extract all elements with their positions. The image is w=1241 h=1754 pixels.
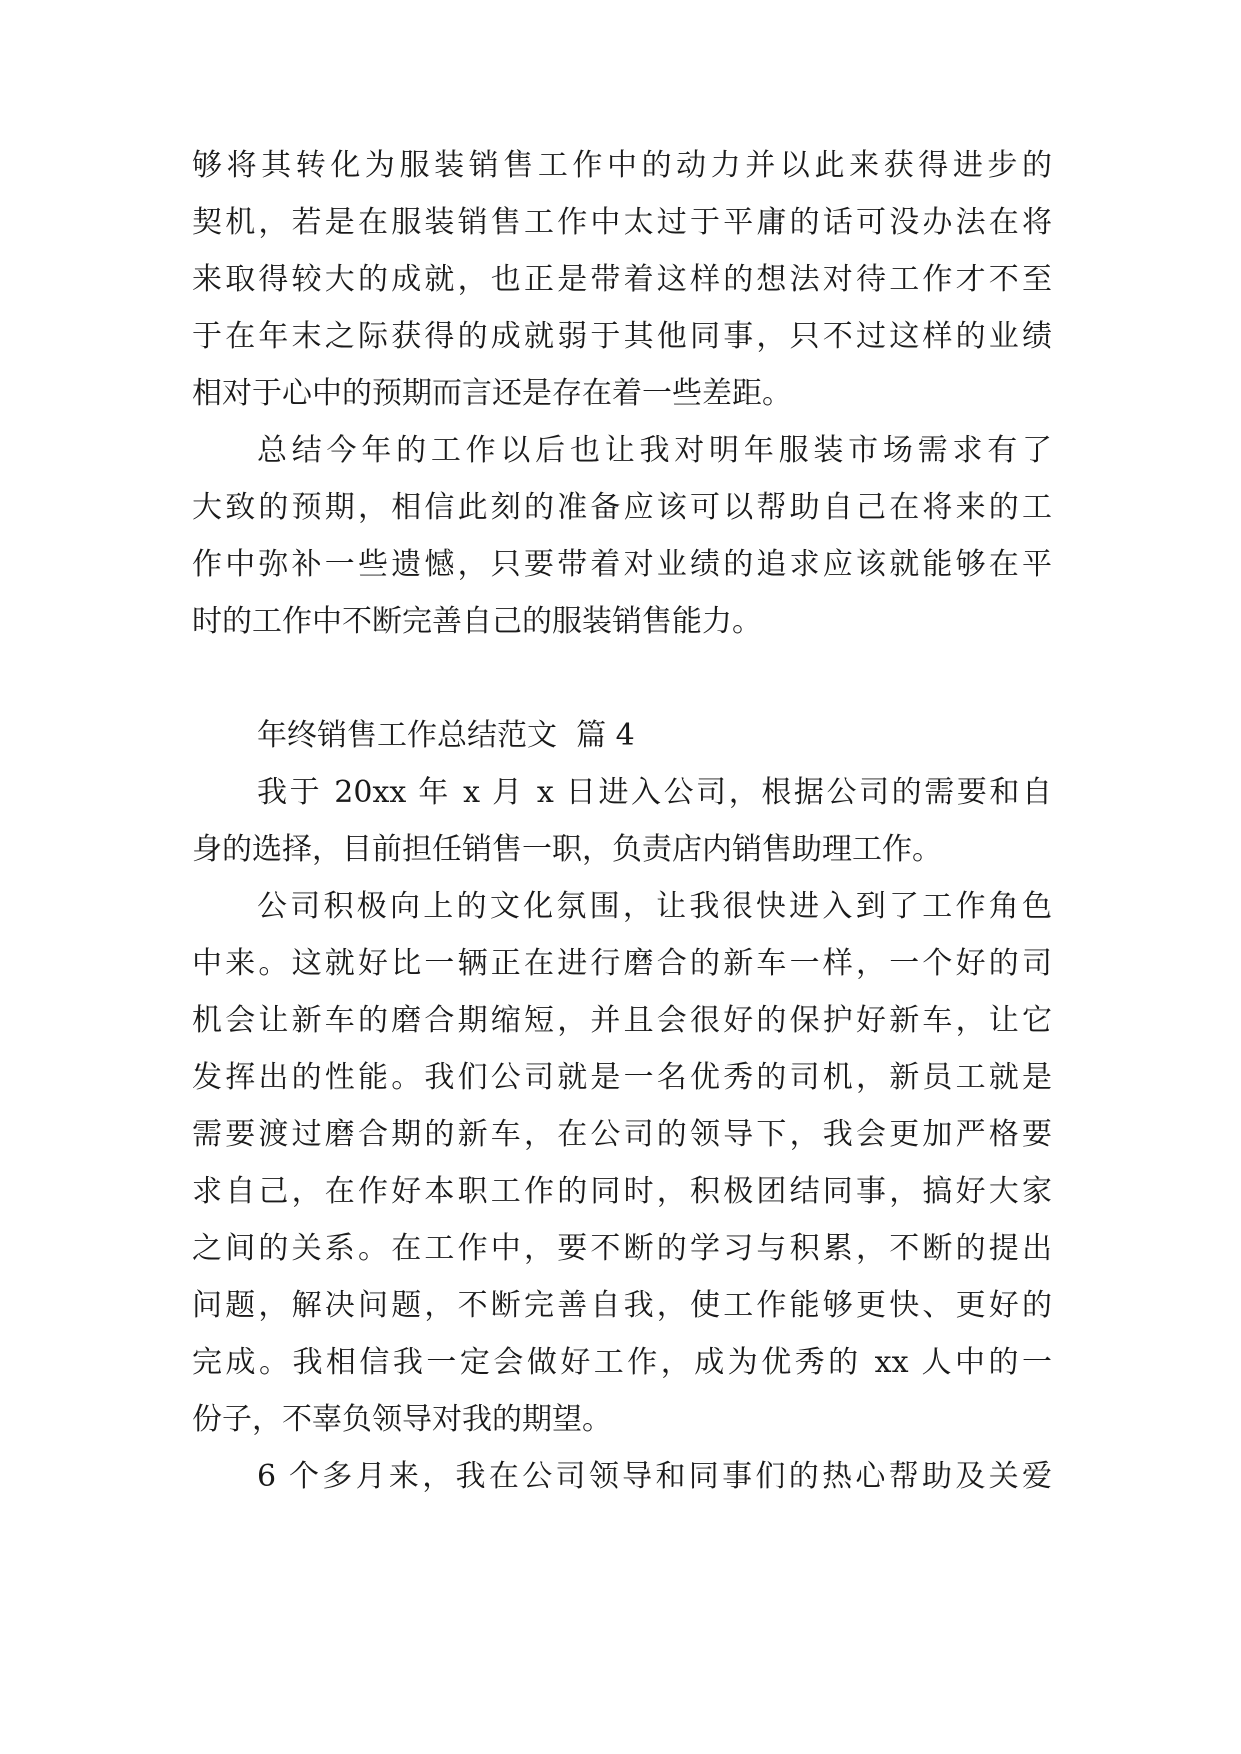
paragraph-line: 需要渡过磨合期的新车，在公司的领导下，我会更加严格要 xyxy=(192,1117,1052,1152)
paragraph-line: 求自己，在作好本职工作的同时，积极团结同事，搞好大家 xyxy=(192,1174,1052,1209)
paragraph-line: 来取得较大的成就，也正是带着这样的想法对待工作才不至 xyxy=(192,262,1052,297)
paragraph-line: 契机，若是在服装销售工作中太过于平庸的话可没办法在将 xyxy=(192,205,1052,240)
paragraph-line: 之间的关系。在工作中，要不断的学习与积累，不断的提出 xyxy=(192,1231,1052,1266)
paragraph-line: 时的工作中不断完善自己的服装销售能力。 xyxy=(192,604,762,639)
paragraph-line: 份子，不辜负领导对我的期望。 xyxy=(192,1402,612,1437)
paragraph-line: 问题，解决问题，不断完善自我，使工作能够更快、更好的 xyxy=(192,1288,1052,1323)
paragraph-line: 作中弥补一些遗憾，只要带着对业绩的追求应该就能够在平 xyxy=(192,547,1052,582)
paragraph-line: 发挥出的性能。我们公司就是一名优秀的司机，新员工就是 xyxy=(192,1060,1052,1095)
paragraph-line: 相对于心中的预期而言还是存在着一些差距。 xyxy=(192,376,792,411)
paragraph-line: 完成。我相信我一定会做好工作，成为优秀的 xx 人中的一 xyxy=(192,1345,1052,1380)
paragraph-line: 总结今年的工作以后也让我对明年服装市场需求有了 xyxy=(257,433,1052,468)
paragraph-line: 大致的预期，相信此刻的准备应该可以帮助自己在将来的工 xyxy=(192,490,1052,525)
paragraph-line: 身的选择，目前担任销售一职，负责店内销售助理工作。 xyxy=(192,832,942,867)
paragraph-line: 6 个多月来，我在公司领导和同事们的热心帮助及关爱 xyxy=(257,1459,1052,1494)
paragraph-line: 于在年末之际获得的成就弱于其他同事，只不过这样的业绩 xyxy=(192,319,1052,354)
paragraph-line: 我于 20xx 年 x 月 x 日进入公司，根据公司的需要和自 xyxy=(257,775,1052,810)
paragraph-line: 机会让新车的磨合期缩短，并且会很好的保护好新车，让它 xyxy=(192,1003,1052,1038)
paragraph-line: 中来。这就好比一辆正在进行磨合的新车一样，一个好的司 xyxy=(192,946,1052,981)
paragraph-line: 公司积极向上的文化氛围，让我很快进入到了工作角色 xyxy=(257,889,1052,924)
section-heading: 年终销售工作总结范文 篇 4 xyxy=(257,718,635,753)
paragraph-line: 够将其转化为服装销售工作中的动力并以此来获得进步的 xyxy=(192,148,1052,183)
